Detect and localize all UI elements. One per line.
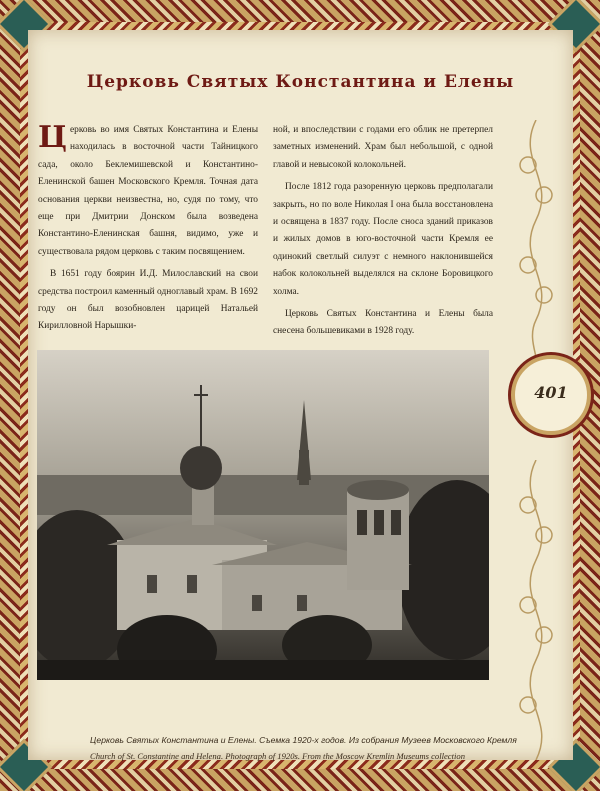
caption-en: Church of St. Constantine and Helena. Photograph of 1920s. From the Moscow Kremlin Museums collection	[90, 751, 465, 761]
photo-illustration	[37, 350, 489, 680]
paragraph: Церковь Святых Константина и Елены была снесена большевиками в 1928 году.	[273, 309, 493, 337]
page-number: 401	[534, 383, 568, 402]
photo-caption	[90, 732, 517, 764]
paragraph: После 1812 года разоренную церковь предполагали закрыть, но по воле Николая I она была восстановлена и освящена в 1837 году. После сноса зданий приказов и жилых домов в юго-восточной части Кремля ее одинокий светлый силуэт с немного наклонившейся набок колокольней выделялся на склоне Боровицкого холма.	[273, 182, 493, 297]
paragraph: ной, и впоследствии с годами его облик не претерпел заметных изменений. Храм был небольшой, с одной главой и невысокой колокольней.	[273, 125, 493, 170]
caption-ru: Церковь Святых Константина и Елены. Съемка 1920-х годов. Из собрания Музеев Московского Кремля	[90, 735, 517, 745]
paragraph: ерковь во имя Святых Константина и Елены находилась в восточной части Тайницкого сада, около Беклемишевской и Константино-Еленинской башен Московского Кремля. Точная дата основания церкви неизвестна, но, судя по тому, что еще при Дмитрии Донском была возведена Константино-Еленинская башня, видимо, уже и существовала рядом церковь с таким посвящением.	[38, 125, 258, 257]
floral-ornament-icon	[506, 460, 566, 760]
paragraph: В 1651 году боярин И.Д. Милославский на свои средства построил каменный одноглавый храм. В 1692 году он был возобновлен царицей Натальей Кирилловной Нарышки-	[38, 269, 258, 332]
church-photograph	[37, 350, 489, 680]
page-title: Церковь Святых Константина и Елены	[86, 72, 515, 92]
text-column-left	[38, 122, 258, 341]
text-column-right	[273, 122, 493, 346]
drop-cap: Ц	[38, 120, 67, 155]
floral-ornament-icon	[506, 120, 566, 370]
page-number-medallion	[511, 355, 591, 435]
